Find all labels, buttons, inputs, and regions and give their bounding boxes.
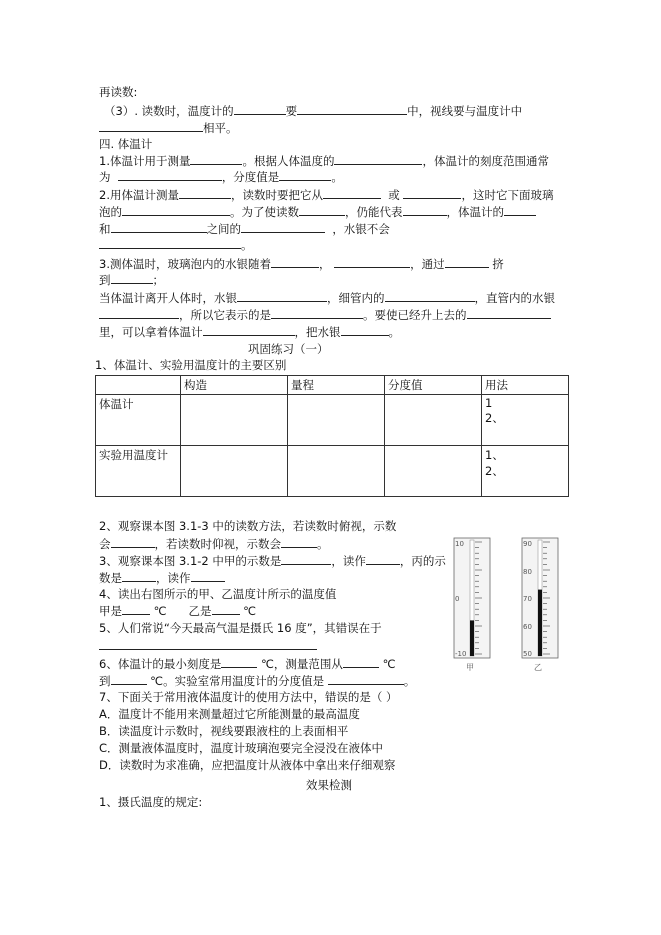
thermometer-jia (454, 538, 490, 672)
text-line: 当体温计离开人体时，水银 ，细管内的 ，直管内的水银 (99, 291, 555, 305)
section-title: 四. 体温计 (99, 137, 153, 151)
table-header (96, 376, 181, 395)
text-line: 泡的 。为了使读数 ，仍能代表 ，体温计的 (99, 204, 536, 220)
tick-label: 80 (523, 568, 532, 576)
text-line: ，所以它表示的是 。要使已经升上去的 (99, 307, 551, 323)
text-line: 相平。 (99, 120, 238, 136)
practice-title: 巩固练习（一） (248, 342, 329, 356)
liquid-column-yi (538, 590, 542, 656)
text-line: 3.测体温时，玻璃泡内的水银随着 ， ，通过 挤 (99, 257, 504, 271)
text-line: 4、读出右图所示的甲、乙温度计所示的温度值 (99, 587, 337, 601)
text-line: 5、人们常说“今天最高气温是摄氏 16 度”，其错误在于 (99, 621, 382, 635)
tick-label: 90 (523, 540, 532, 548)
text-line: 会 ，若读数时仰视，示数会 。 (99, 537, 329, 551)
table-row (96, 446, 569, 497)
liquid-column-jia (470, 620, 474, 656)
thermometer-figure (448, 536, 572, 674)
table-header: 分度值 (385, 376, 482, 395)
text-line: 1、体温计、实验用温度计的主要区别 (95, 358, 287, 372)
thermometer-yi (522, 538, 558, 672)
text-line: 再读数: (99, 85, 138, 99)
tick-label: 0 (455, 595, 460, 603)
text-line: 甲是 ℃ 乙是 ℃ (99, 604, 257, 618)
usage-cell: 1 2、 (482, 395, 569, 446)
text-line: 1.体温计用于测量 。根据人体温度的 ，体温计的刻度范围通常 (99, 154, 549, 168)
option-c: C．测量液体温度时，温度计玻璃泡要完全浸没在液体中 (99, 741, 384, 755)
text-line: 为 ，分度值是 。 (99, 170, 343, 184)
option-d: D．读数时为求准确，应把温度计从液体中拿出来仔细观察 (99, 758, 396, 772)
thermometer-label-yi: 乙 (534, 663, 542, 672)
text-line (99, 638, 317, 654)
thermometer-label-jia: 甲 (466, 663, 474, 672)
text-line: 2.用体温计测量 ，读数时要把它从 或 ，这时它下面玻璃 (99, 188, 554, 202)
row-label: 实验用温度计 (96, 446, 181, 497)
text-line: 。 (99, 237, 253, 253)
text-line: 3、观察课本图 3.1-2 中甲的示数是 ，读作 ，丙的示 (99, 554, 446, 568)
tick-label: 70 (523, 595, 532, 603)
text-line: 和 之间的 ，水银不会 (99, 222, 390, 236)
tick-label: -10 (455, 650, 467, 658)
effect-title: 效果检测 (306, 778, 352, 792)
table-header: 构造 (181, 376, 288, 395)
table-header: 量程 (288, 376, 385, 395)
table-header: 用法 (482, 376, 569, 395)
row-label: 体温计 (96, 395, 181, 446)
option-a: A．温度计不能用来测量超过它所能测量的最高温度 (99, 707, 360, 721)
text-line: 7、下面关于常用液体温度计的使用方法中，错误的是（ ） (99, 690, 398, 704)
text-line: 到 ℃。实验室常用温度计的分度值是 。 (99, 674, 416, 688)
comparison-table (95, 375, 569, 497)
tick-label: 10 (455, 540, 464, 548)
text-line: （3）. 读数时，温度计的 要 中，视线要与温度计中 (104, 104, 523, 118)
tick-label: 60 (523, 623, 532, 631)
tick-label: 50 (523, 650, 532, 658)
text-line: 1、摄氏温度的规定: (99, 795, 203, 809)
usage-cell: 1、 2、 (482, 446, 569, 497)
option-b: B．读温度计示数时，视线要跟液柱的上表面相平 (99, 724, 349, 738)
text-line: 2、观察课本图 3.1-3 中的读数方法，若读数时俯视，示数 (99, 519, 397, 533)
text-line: 6、体温计的最小刻度是 ℃，测量范围从 ℃ (99, 657, 396, 671)
thermometers-svg (448, 536, 572, 674)
text-line: 数是 ，读作 (99, 570, 225, 586)
table-row (96, 395, 569, 446)
text-line: 里，可以拿着体温计 ，把水银 。 (99, 325, 400, 339)
text-line: 到 ； (99, 273, 164, 287)
